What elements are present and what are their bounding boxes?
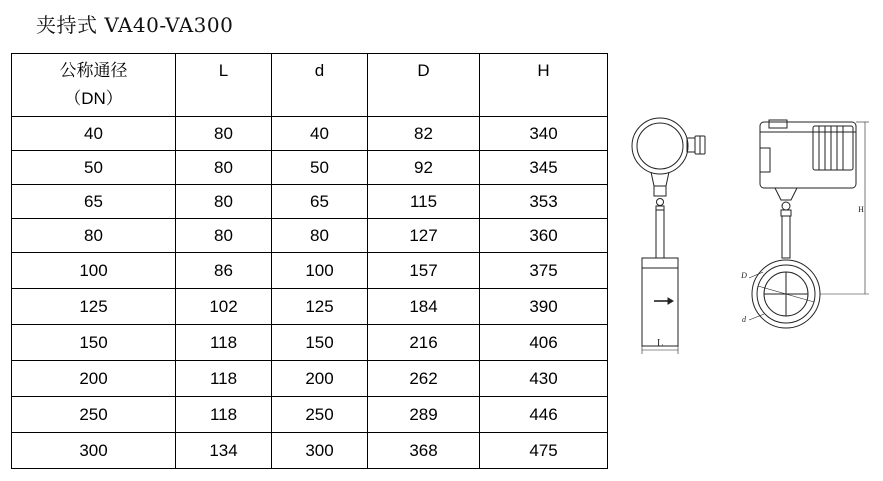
cell-D: 289 [368, 397, 480, 433]
cell-d: 100 [272, 253, 368, 289]
cell-dn: 125 [12, 289, 176, 325]
cell-L: 118 [176, 361, 272, 397]
dim-L-label: L [656, 338, 664, 349]
table-row [12, 397, 608, 433]
table-row [12, 433, 608, 469]
header-D: D [368, 54, 480, 117]
side-body [642, 258, 678, 346]
table-row [12, 185, 608, 219]
cell-L: 102 [176, 289, 272, 325]
cell-H: 475 [480, 433, 608, 469]
table-row [12, 253, 608, 289]
cell-L: 118 [176, 325, 272, 361]
table-row [12, 151, 608, 185]
dim-D-label: D [741, 271, 747, 280]
cell-d: 150 [272, 325, 368, 361]
dim-d-label: d [742, 315, 746, 324]
cell-H: 345 [480, 151, 608, 185]
cell-H: 390 [480, 289, 608, 325]
cell-dn: 50 [12, 151, 176, 185]
cell-dn: 40 [12, 117, 176, 151]
front-neck-collar [781, 210, 791, 216]
cell-d: 65 [272, 185, 368, 219]
cell-L: 118 [176, 397, 272, 433]
cell-d: 200 [272, 361, 368, 397]
side-head-outer [632, 118, 688, 174]
table-header-row [12, 54, 608, 117]
dim-H-label: H [858, 205, 864, 214]
table-row [12, 361, 608, 397]
side-neck-block [654, 186, 666, 196]
cell-d: 300 [272, 433, 368, 469]
header-d: d [272, 54, 368, 117]
cell-H: 375 [480, 253, 608, 289]
flow-arrow-head [668, 298, 673, 304]
cell-d: 125 [272, 289, 368, 325]
side-view [632, 118, 705, 354]
cell-L: 134 [176, 433, 272, 469]
front-cap [769, 120, 787, 128]
header-dn [12, 54, 176, 117]
cell-dn: 150 [12, 325, 176, 361]
table-row [12, 117, 608, 151]
side-neck-nut [657, 199, 664, 206]
header-L: L [176, 54, 272, 117]
front-side-boss [760, 148, 770, 172]
header-dn-line1: 公称通径 [59, 61, 128, 80]
cell-D: 368 [368, 433, 480, 469]
cell-d: 40 [272, 117, 368, 151]
header-dn-line2: （DN） [64, 89, 123, 108]
cell-d: 80 [272, 219, 368, 253]
cell-d: 50 [272, 151, 368, 185]
cell-dn: 65 [12, 185, 176, 219]
front-view [749, 120, 869, 328]
side-neck-collar [656, 206, 664, 210]
table-row [12, 219, 608, 253]
cell-D: 184 [368, 289, 480, 325]
cell-H: 406 [480, 325, 608, 361]
cell-L: 86 [176, 253, 272, 289]
flowmeter-drawing [623, 108, 873, 358]
cell-dn: 200 [12, 361, 176, 397]
cell-D: 115 [368, 185, 480, 219]
dimension-table [11, 53, 608, 469]
cell-dn: 100 [12, 253, 176, 289]
cell-dn: 80 [12, 219, 176, 253]
cell-H: 360 [480, 219, 608, 253]
side-stem [656, 210, 664, 258]
header-H: H [480, 54, 608, 117]
table-row [12, 325, 608, 361]
cell-dn: 300 [12, 433, 176, 469]
cell-H: 446 [480, 397, 608, 433]
cell-D: 157 [368, 253, 480, 289]
cell-D: 92 [368, 151, 480, 185]
cell-H: 353 [480, 185, 608, 219]
cell-L: 80 [176, 151, 272, 185]
cell-D: 82 [368, 117, 480, 151]
front-stem [782, 216, 790, 258]
page-title: 夹持式 VA40-VA300 [36, 13, 234, 37]
cell-D: 262 [368, 361, 480, 397]
cell-L: 80 [176, 185, 272, 219]
front-neck-taper [775, 188, 797, 200]
cell-dn: 250 [12, 397, 176, 433]
side-head-inner [637, 123, 683, 169]
dim-d-leader [749, 314, 764, 320]
cell-D: 216 [368, 325, 480, 361]
cell-L: 80 [176, 219, 272, 253]
front-neck-nut [782, 202, 790, 210]
cell-d: 250 [272, 397, 368, 433]
cell-D: 127 [368, 219, 480, 253]
cell-H: 430 [480, 361, 608, 397]
cell-H: 340 [480, 117, 608, 151]
cell-L: 80 [176, 117, 272, 151]
table-row [12, 289, 608, 325]
